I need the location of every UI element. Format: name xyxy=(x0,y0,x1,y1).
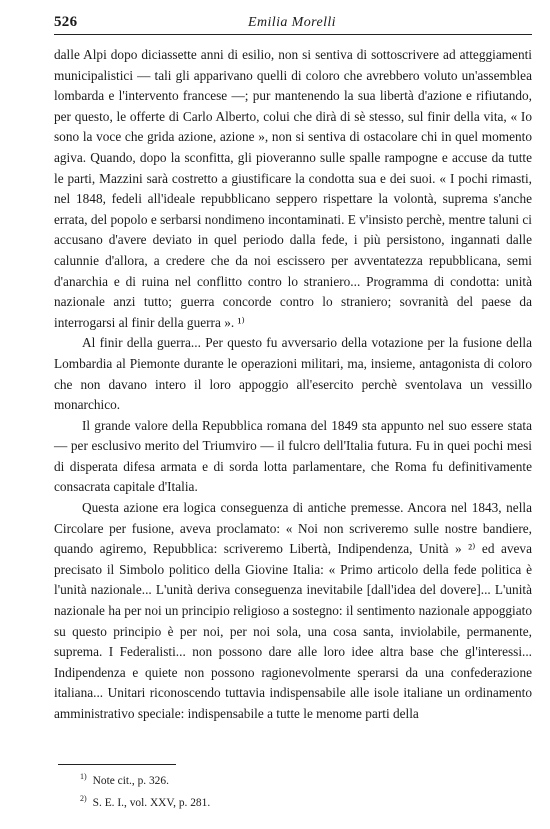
body-text xyxy=(54,45,532,725)
footnotes xyxy=(80,768,510,812)
running-head: Emilia Morelli xyxy=(248,15,336,30)
footnote-mark: 2) xyxy=(80,793,87,803)
footnote-mark: 1) xyxy=(80,772,87,781)
paragraph: Al finir della guerra... Per questo fu avversario della votazione per la fusione della Lombardia al Piemonte durante le operazioni militari, ma, insieme, antagonista di coloro che non davano intero il loro appoggio all'esercito perchè sventolava un vessillo monarchico. xyxy=(54,335,532,413)
footnote-text: Note cit., p. 326. xyxy=(92,774,169,787)
footnote xyxy=(80,768,510,790)
footnote-rule xyxy=(58,764,176,765)
paragraph: Il grande valore della Repubblica romana del 1849 sta appunto nel suo essere stata — per esclusivo merito del Triumviro — il fulcro dell'Italia futura. Fu in quei pochi mesi di disperata difesa armata e di sorda lotta parlamentare, che Roma fu definitivamente consacrata capitale d'Italia. xyxy=(54,417,532,495)
footnote xyxy=(80,790,510,812)
page-number: 526 xyxy=(54,14,78,30)
footnote-text: S. E. I., vol. XXV, p. 281. xyxy=(92,796,211,809)
page-header xyxy=(54,12,530,36)
paragraph: dalle Alpi dopo diciassette anni di esilio, non si sentiva di sottoscrivere ad atteggiamenti municipalistici — tali gli apparivano quelli di coloro che avrebbero voluto un'assemblea lombarda e l'intervento francese —; pur mantenendo la sua libertà d'azione e rifiutando, per questo, le offerte di Carlo Alberto, colui che dirà di sè stesso, sul finir della vita, « Io sono la voce che grida azione, azione », non si sentiva di ostacolare chi in quel momento agiva. Quando, dopo la sconfitta, gli pioveranno sulle spalle rampogne e accuse da tutte le parti, Mazzini sarà costretto a giustificare la condotta sua e dei suoi. « I pochi rimasti, nel 1848, fedeli all'ideale repubblicano seppero rispettare la volontà, suprema s'anche errata, del popolo e serbarsi nondimeno incontaminati. E v'insisto perchè, mentre taluni ci accusano d'avere deviato in quel periodo dalla fede, i più persistono, ingannati dalle calunnie d'allora, a credere che da noi escissero per avventatezza repubblicana, semi d'anarchia e di ruina nel conflitto contro lo straniero... Programma di condotta: unità nazionale anzi tutto; guerra concorde contro lo straniero; sovranità del paese da interrogarsi al finir della guerra ». ¹⁾ xyxy=(54,47,532,330)
paragraph: Questa azione era logica conseguenza di antiche premesse. Ancora nel 1843, nella Circolare per fusione, aveva proclamato: « Noi non scriveremo sulle nostre bandiere, quando agiremo, Repubblica: scriveremo Libertà, Indipendenza, Unità » ²⁾ ed aveva precisato il Simbolo politico della Giovine Italia: « Primo articolo della fede politica è l'unità nazionale... L'unità deriva conseguenza inevitabile [dall'idea del dovere]... L'unità nazionale ha per noi un principio religioso a sostegno: il sentimento nazionale appoggiato su questo principio è per noi, per noi sola, una cosa santa, inviolabile, permanente, suprema. I Federalisti... non possono dare alle loro idee altra base che gl'interessi... Indipendenza e quiete non possono ragionevolmente sperarsi da una confederazione italiana... Unitari riconoscendo tuttavia indispensabile alle isole italiane un ordinamento amministrativo speciale: indispensabile a tutte le menome parti della xyxy=(54,500,532,721)
header-rule xyxy=(54,34,532,35)
